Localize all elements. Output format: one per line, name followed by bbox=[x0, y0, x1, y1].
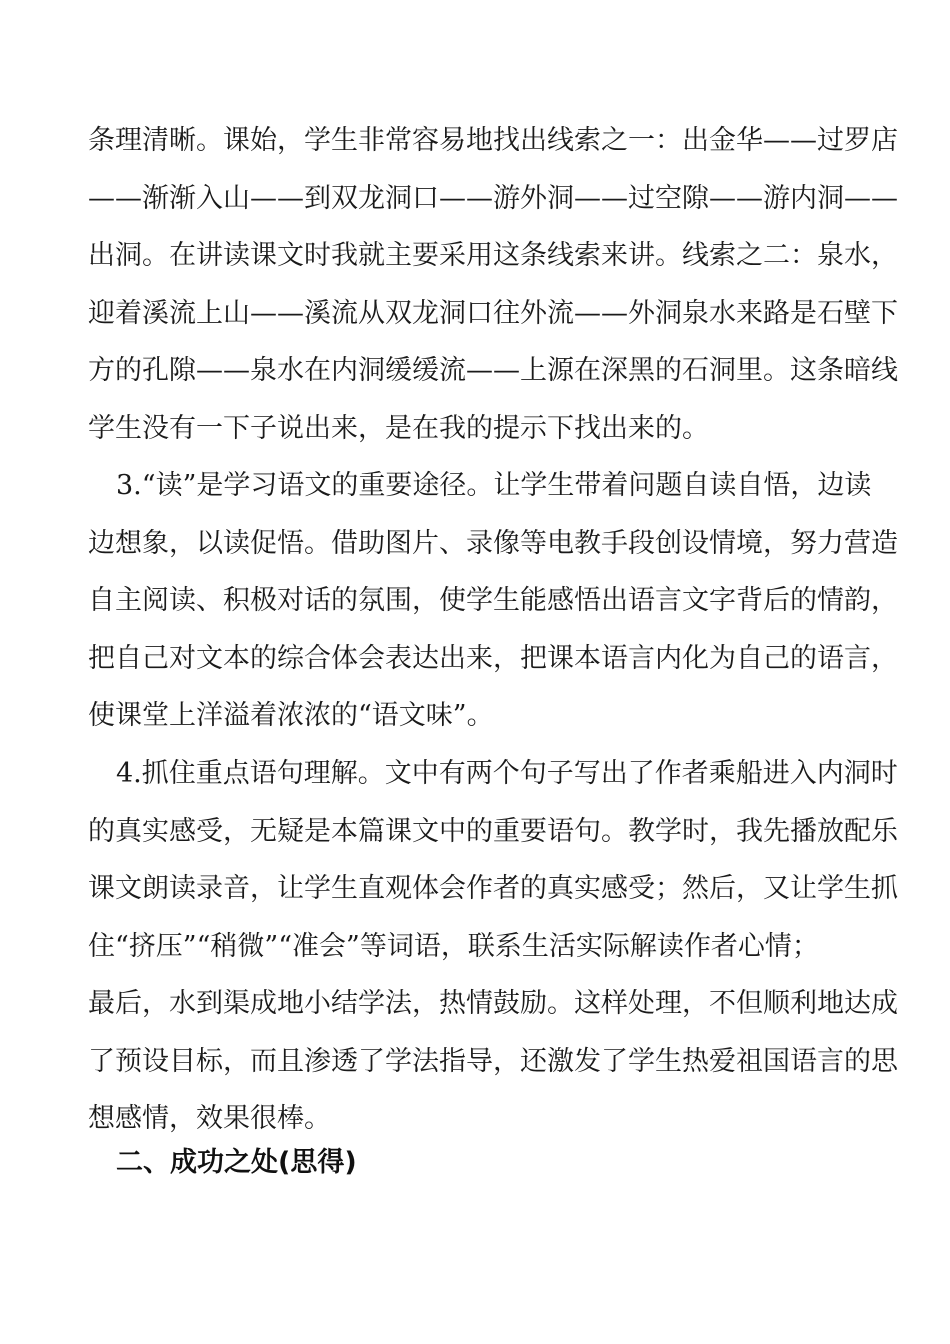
paragraph-thread-analysis bbox=[88, 112, 898, 457]
text-line: 最后，水到渠成地小结学法，热情鼓励。这样处理，不但顺利地达成 bbox=[88, 988, 898, 1019]
text-line: 3.“读”是学习语文的重要途径。让学生带着问题自读自悟，边读 bbox=[116, 470, 872, 501]
text-line: 的真实感受，无疑是本篇课文中的重要语句。教学时，我先播放配乐 bbox=[88, 815, 898, 847]
text-line: 出洞。在讲读课文时我就主要采用这条线索来讲。线索之二：泉水， bbox=[88, 240, 898, 271]
text-line: 方的孔隙——泉水在内洞缓缓流——上源在深黑的石洞里。这条暗线 bbox=[88, 355, 898, 386]
text-line: 4.抓住重点语句理解。文中有两个句子写出了作者乘船进入内洞时 bbox=[116, 758, 898, 789]
text-line: 自主阅读、积极对话的氛围，使学生能感悟出语言文字背后的情韵， bbox=[88, 585, 898, 616]
text-line: 课文朗读录音，让学生直观体会作者的真实感受；然后，又让学生抓 bbox=[88, 873, 898, 904]
section-heading: 二、成功之处(思得) bbox=[116, 1147, 357, 1178]
text-line: 住“挤压”“稍微”“准会”等词语，联系生活实际解读作者心情； bbox=[88, 930, 819, 962]
text-line: 想感情，效果很棒。 bbox=[88, 1103, 331, 1134]
text-line: 边想象，以读促悟。借助图片、录像等电教手段创设情境，努力营造 bbox=[88, 527, 898, 559]
paragraph-point-3-reading bbox=[88, 457, 898, 745]
text-line: 把自己对文本的综合体会表达出来，把课本语言内化为自己的语言， bbox=[88, 642, 898, 674]
text-line: 迎着溪流上山——溪流从双龙洞口往外流——外洞泉水来路是石壁下 bbox=[88, 297, 898, 329]
text-line: 条理清晰。课始，学生非常容易地找出线索之一：出金华——过罗店 bbox=[88, 125, 898, 156]
text-line: ——渐渐入山——到双龙洞口——游外洞——过空隙——游内洞—— bbox=[88, 182, 898, 214]
text-line: 使课堂上洋溢着浓浓的“语文味”。 bbox=[88, 700, 494, 731]
text-line: 学生没有一下子说出来，是在我的提示下找出来的。 bbox=[88, 412, 709, 444]
text-line: 了预设目标，而且渗透了学法指导，还激发了学生热爱祖国语言的思 bbox=[88, 1045, 898, 1077]
paragraph-point-4-key-sentences bbox=[88, 745, 898, 1148]
